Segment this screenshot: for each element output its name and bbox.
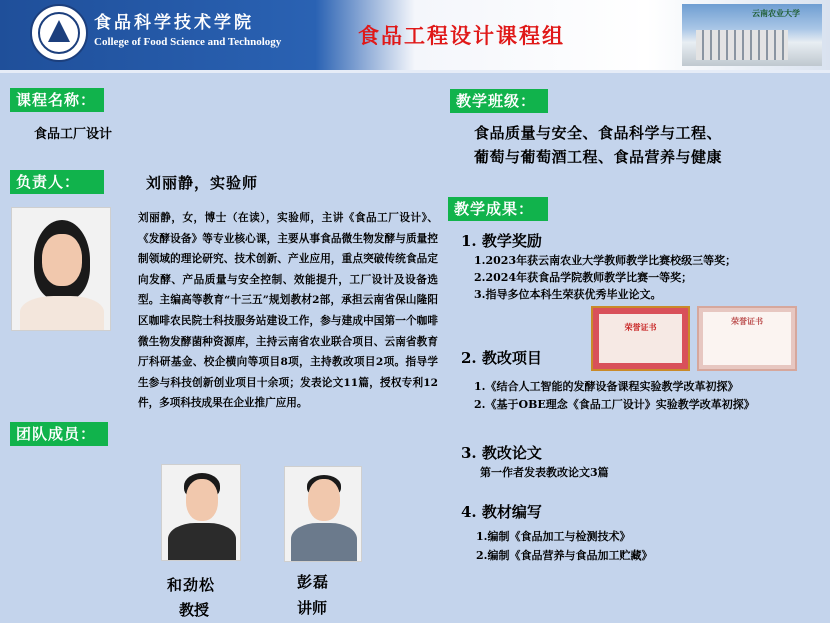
campus-photo [682, 4, 822, 66]
course-name: 食品工厂设计 [34, 127, 113, 142]
certificate-2 [697, 306, 797, 371]
university-emblem-text: 云南农业大学 [752, 9, 800, 18]
member-2-title: 讲师 [297, 599, 328, 617]
page-title: 食品工程设计课程组 [358, 24, 565, 48]
reform-project-1: 1.《结合人工智能的发酵设备课程实验教学改革初探》 [474, 380, 739, 393]
header-divider [0, 70, 830, 73]
leader-name: 刘丽静，实验师 [146, 174, 259, 192]
member-2-name: 彭磊 [297, 573, 330, 591]
member-2-face [308, 479, 340, 521]
member-1-body [168, 523, 236, 561]
section-heading-reform-papers: 3. 教改论文 [461, 444, 542, 462]
award-item-3: 3.指导多位本科生荣获优秀毕业论文。 [474, 288, 662, 301]
certificate-1 [591, 306, 690, 371]
award-item-1: 1.2023年获云南农业大学教师教学比赛校级三等奖； [474, 254, 737, 267]
leader-photo [11, 207, 111, 331]
campus-building [696, 30, 788, 60]
member-1-name: 和劲松 [167, 576, 216, 594]
course-label: 课程名称： [10, 88, 104, 112]
member-photo-1 [161, 464, 241, 561]
member-photo-2 [284, 466, 362, 562]
leader-bio: 刘丽静，女，博士（在读），实验师，主讲《食品工厂设计》、《发酵设备》等专业核心课，主要从事食品微生物发酵与质量控制领域的理论研究、技术创新、产业应用，重点突破传统食品定向发酵、产品质量与安全控制、效能提升，工厂设计及设备选型。主编高等教育“十三五”规划教材2部，承担云南省保山隆阳区咖啡农民院士科技服务站建设工作，参与建成中国第一个咖啡微生物发酵菌种资源库，主持云南省农业联合项目、云南省教育厅科研基金、校企横向等项目8项，主持教改项目2项。指导学生参与科技创新创业项目十余项；发表论文11篇，授权专利12件，多项科技成果在企业推广应用。 [138, 212, 438, 410]
section-heading-reform-projects: 2. 教改项目 [461, 349, 542, 367]
classes-line-2: 葡萄与葡萄酒工程、食品营养与健康 [474, 148, 723, 166]
university-logo [30, 4, 88, 62]
reform-paper-item: 第一作者发表教改论文3篇 [480, 466, 609, 479]
certificate-1-title: 荣誉证书 [624, 323, 657, 332]
school-name-en: College of Food Science and Technology [94, 36, 282, 48]
leader-photo-body [20, 296, 104, 331]
reform-project-2: 2.《基于OBE理念《食品工厂设计》实验教学改革初探》 [474, 398, 755, 411]
classes-label: 教学班级： [450, 89, 548, 113]
achievements-label: 教学成果： [448, 197, 548, 221]
header-banner [0, 0, 830, 70]
section-heading-awards: 1. 教学奖励 [461, 232, 542, 250]
member-1-title: 教授 [179, 601, 210, 619]
certificate-2-title: 荣誉证书 [731, 317, 763, 326]
member-1-face [186, 479, 218, 521]
classes-line-1: 食品质量与安全、食品科学与工程、 [474, 124, 723, 142]
leader-photo-face [42, 234, 82, 286]
award-item-2: 2.2024年获食品学院教师教学比赛一等奖； [474, 271, 693, 284]
school-name-cn: 食品科学技术学院 [94, 13, 254, 33]
team-label: 团队成员： [10, 422, 108, 446]
member-2-body [291, 523, 357, 562]
textbook-item-2: 2.编制《食品营养与食品加工贮藏》 [476, 549, 653, 562]
leader-label: 负责人： [10, 170, 104, 194]
section-heading-textbooks: 4. 教材编写 [461, 503, 542, 521]
textbook-item-1: 1.编制《食品加工与检测技术》 [476, 530, 631, 543]
